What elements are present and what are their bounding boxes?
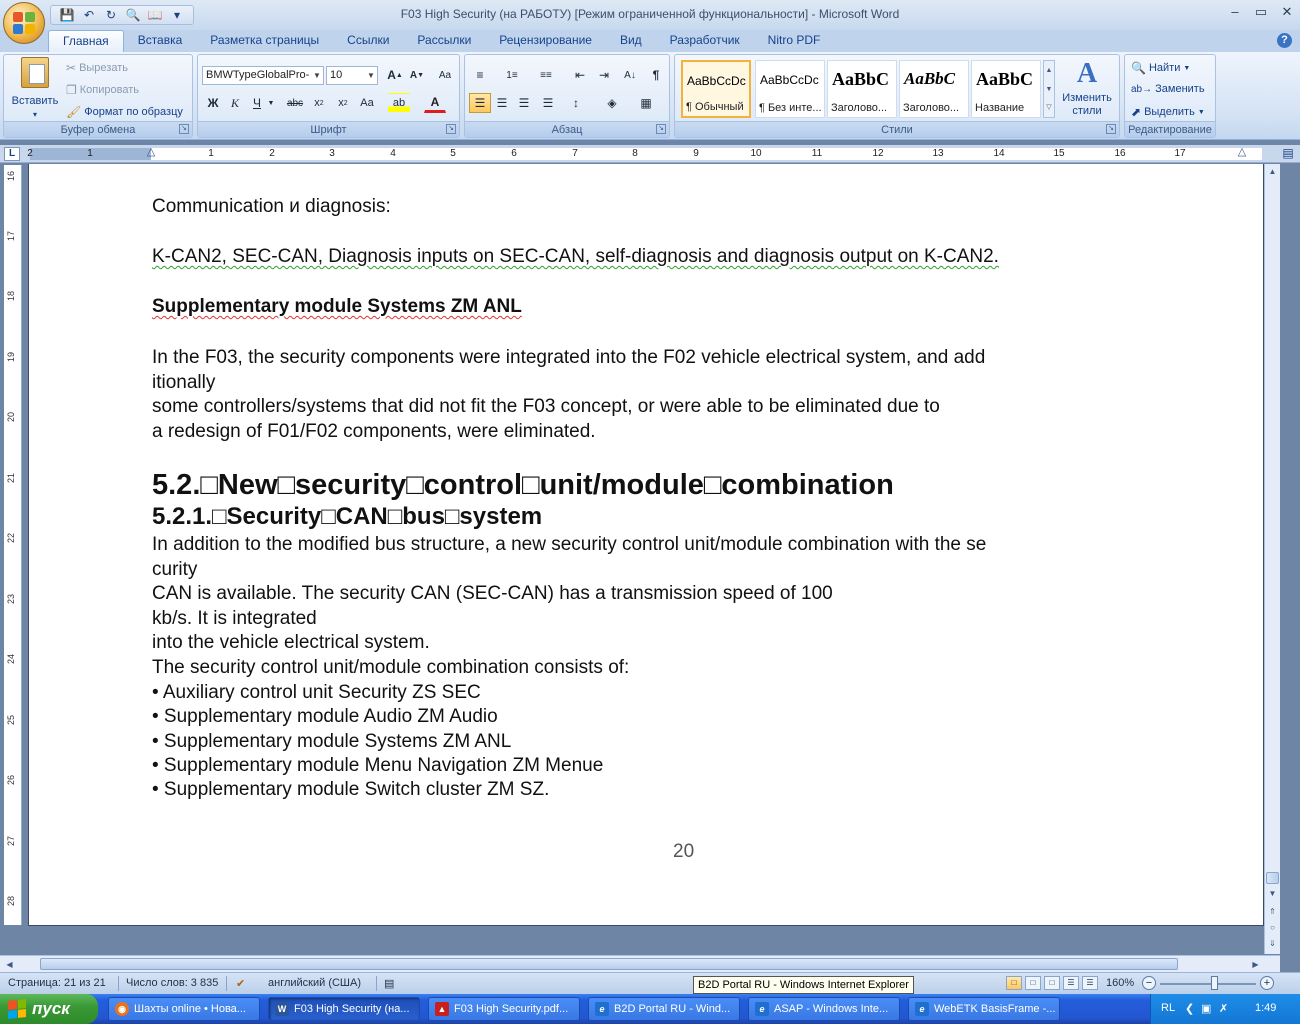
taskbar-item-label: Шахты online • Нова... — [134, 1003, 246, 1015]
select-button[interactable]: ⬈ Выделить ▼ — [1131, 105, 1205, 119]
title-bar — [0, 0, 1300, 30]
vruler-tick-label: 18 — [6, 290, 17, 302]
style-no-spacing[interactable] — [755, 60, 825, 118]
window-title: F03 High Security (на РАБОТУ) [Режим ограниченной функциональности] - Microsoft Word — [400, 7, 900, 21]
copy-label: Копировать — [79, 84, 139, 96]
save-icon[interactable]: 💾 — [59, 8, 75, 22]
style-sample: AaBbC — [904, 69, 956, 88]
ruler-tick-label: 8 — [632, 148, 638, 159]
paragraph-sec-can-line-5: into the vehicle electrical system. — [152, 632, 430, 653]
internet-explorer-icon: e — [915, 1002, 929, 1016]
ribbon-tab-strip — [0, 30, 1300, 52]
indent-marker-icon[interactable]: △ — [146, 146, 156, 158]
start-label: пуск — [32, 999, 70, 1018]
multilevel-list-icon[interactable]: ≡≡ — [540, 69, 552, 81]
browse-object-icon[interactable]: ○ — [1270, 923, 1275, 932]
ruler-tick-label: 14 — [993, 148, 1005, 159]
paste-button[interactable]: Вставить ▾ — [8, 57, 62, 119]
language-indicator[interactable]: RL — [1161, 1002, 1176, 1014]
spelling-icon[interactable]: 📖 — [147, 8, 163, 22]
replace-label: Заменить — [1155, 83, 1205, 95]
taskbar-item-label: F03 High Security (на... — [294, 1003, 410, 1015]
ruler-tick-label: 10 — [750, 148, 762, 159]
window-controls — [1228, 4, 1294, 20]
firefox-icon: ◉ — [115, 1002, 129, 1016]
borders-icon[interactable]: ▦ — [640, 96, 652, 110]
paragraph-f03-line-4: a redesign of F01/F02 components, were eliminated. — [152, 421, 596, 442]
vruler-tick-label: 25 — [6, 714, 17, 726]
paragraph-can-list-text: K-CAN2, SEC-CAN, Diagnosis inputs on SEC-CAN, self-diagnosis and diagnosis output on K-CAN2. — [152, 246, 999, 267]
restore-button[interactable]: ▭ — [1254, 4, 1268, 19]
paragraph-f03-line-2: itionally — [152, 372, 216, 393]
font-group — [197, 54, 460, 138]
draft-view-icon[interactable]: ☰ — [1082, 976, 1098, 990]
replace-button[interactable] — [1131, 83, 1205, 95]
list-item: • Supplementary module Switch cluster ZM SZ. — [152, 779, 550, 800]
ruler-tick-label: 7 — [572, 148, 578, 159]
paragraph-consists-of: The security control unit/module combination consists of: — [152, 657, 630, 678]
taskbar-item-ie-b2d[interactable] — [588, 997, 740, 1021]
underline-icon[interactable]: Ч — [253, 96, 261, 110]
styles-dialog-launcher-icon[interactable]: ↘ — [1106, 124, 1116, 134]
change-case-icon[interactable]: Aa — [360, 97, 374, 109]
vruler-tick-label: 23 — [6, 593, 17, 605]
language-indicator[interactable]: английский (США) — [268, 977, 362, 989]
ruler-tick-label: 1 — [208, 148, 214, 159]
subscript-icon[interactable]: x 2 — [314, 97, 324, 109]
find-button[interactable]: 🔍 Найти ▼ — [1131, 61, 1191, 75]
tab-insert[interactable]: Вставка — [137, 33, 183, 47]
print-preview-icon[interactable]: 🔍 — [125, 8, 141, 22]
document-page[interactable] — [28, 164, 1264, 926]
tab-view[interactable]: Вид — [619, 33, 642, 47]
vruler-tick-label: 21 — [6, 472, 17, 484]
chevron-down-icon[interactable]: ▼ — [1045, 86, 1053, 93]
superscript-icon[interactable]: x 2 — [338, 97, 348, 109]
numbering-icon[interactable]: 1≡ — [506, 69, 518, 81]
vruler-tick-label: 28 — [6, 895, 17, 907]
align-left-icon[interactable]: ☰ — [469, 93, 491, 113]
strikethrough-icon[interactable]: abc — [286, 97, 304, 109]
customize-icon[interactable]: ▾ — [173, 8, 181, 22]
grow-font-icon[interactable]: A ▲ — [387, 68, 403, 82]
paragraph-sec-can-line-3: CAN is available. The security CAN (SEC-CAN) has a transmission speed of 100 — [152, 583, 833, 604]
list-item: • Auxiliary control unit Security ZS SEC — [152, 682, 481, 703]
style-sample: AaBbCcDc — [687, 74, 746, 88]
justify-icon[interactable]: ☰ — [542, 96, 554, 110]
bullets-icon[interactable]: ≡ — [476, 68, 484, 82]
taskbar-item-label: F03 High Security.pdf... — [454, 1003, 569, 1015]
style-name: ¶ Обычный — [686, 101, 744, 113]
vruler-tick-label: 24 — [6, 653, 17, 665]
vertical-scrollbar[interactable] — [1264, 164, 1280, 954]
horizontal-scroll-thumb[interactable] — [40, 958, 1178, 970]
tab-page-layout[interactable]: Разметка страницы — [210, 33, 320, 47]
security-icon[interactable]: ✗ — [1219, 1003, 1229, 1015]
ruler-tick-label: 1 — [87, 148, 93, 159]
scroll-up-icon[interactable]: ▲ — [1268, 167, 1277, 176]
print-layout-view-icon[interactable]: □ — [1006, 976, 1022, 990]
page-count[interactable]: Страница: 21 из 21 — [8, 977, 106, 989]
status-bar — [0, 972, 1300, 994]
styles-group-label: Стили — [675, 121, 1119, 137]
taskbar-tooltip: B2D Portal RU - Windows Internet Explorer — [693, 976, 914, 994]
paragraph-sec-can-line-2: curity — [152, 559, 198, 580]
paragraph-zm-anl-heading — [152, 294, 1244, 319]
highlight-color-icon[interactable]: ab — [388, 93, 410, 113]
paragraph-group-label: Абзац — [465, 121, 669, 137]
heading-5-2-1: 5.2.1.□Security□CAN□bus□system — [152, 503, 543, 530]
tab-mailings[interactable]: Рассылки — [417, 33, 472, 47]
underline-options-chevron-icon[interactable]: ▼ — [267, 99, 275, 107]
web-layout-view-icon[interactable]: □ — [1044, 976, 1060, 990]
start-button[interactable] — [0, 994, 98, 1024]
tab-selector[interactable]: L — [4, 147, 20, 161]
paragraph-can-list — [152, 244, 1244, 269]
scroll-left-icon[interactable]: ◀ — [6, 960, 13, 969]
style-title[interactable] — [971, 60, 1041, 118]
word-icon: W — [275, 1002, 289, 1016]
format-painter-label: Формат по образцу — [84, 106, 183, 118]
font-group-label: Шрифт — [198, 121, 459, 137]
editing-group — [1124, 54, 1216, 138]
vruler-tick-label: 20 — [6, 411, 17, 423]
office-button[interactable] — [3, 2, 45, 44]
ruler-tick-label: 12 — [872, 148, 884, 159]
word-count[interactable]: Число слов: 3 835 — [126, 977, 219, 989]
align-right-icon[interactable]: ☰ — [518, 96, 530, 110]
zoom-slider-knob[interactable] — [1211, 976, 1218, 990]
style-heading-1[interactable] — [827, 60, 897, 118]
show-formatting-marks-icon[interactable]: ¶ — [652, 68, 660, 82]
style-heading-2[interactable] — [899, 60, 969, 118]
cut-button[interactable] — [66, 61, 128, 75]
help-icon[interactable]: ? — [1277, 33, 1292, 48]
ruler-tick-label: 2 — [27, 148, 33, 159]
paragraph-group — [464, 54, 670, 138]
font-color-icon[interactable]: A — [424, 93, 446, 113]
redo-icon[interactable]: ↻ — [105, 8, 117, 22]
taskbar-item-word[interactable] — [268, 997, 420, 1021]
list-item: • Supplementary module Audio ZM Audio — [152, 706, 498, 727]
clipboard-group — [3, 54, 193, 138]
clear-formatting-icon[interactable]: Aa — [438, 69, 452, 81]
style-normal[interactable] — [681, 60, 751, 118]
change-styles-button[interactable] — [1059, 59, 1115, 118]
horizontal-scrollbar[interactable] — [0, 955, 1280, 972]
scroll-right-icon[interactable]: ▶ — [1252, 960, 1259, 969]
taskbar-item-label: ASAP - Windows Inte... — [774, 1003, 889, 1015]
increase-indent-icon[interactable]: ⇥ — [598, 68, 610, 82]
change-styles-icon: A — [1076, 58, 1098, 89]
vruler-tick-label: 26 — [6, 774, 17, 786]
clock[interactable]: 1:49 — [1255, 1002, 1277, 1014]
font-name-value: BMWTypeGlobalPro- — [206, 69, 310, 81]
internet-explorer-icon: e — [595, 1002, 609, 1016]
style-name: Заголово... — [903, 102, 960, 114]
ruler-tick-label: 6 — [511, 148, 517, 159]
taskbar-item-firefox[interactable] — [108, 997, 260, 1021]
shrink-font-icon[interactable]: A ▼ — [409, 69, 425, 81]
paragraph-f03-line-1: In the F03, the security components were integrated into the F02 vehicle electrical system, and add — [152, 347, 986, 368]
paragraph-communication: Communication и diagnosis: — [152, 196, 391, 217]
tab-references[interactable]: Ссылки — [347, 33, 390, 47]
outline-view-icon[interactable]: ☰ — [1063, 976, 1079, 990]
minimize-button[interactable]: – — [1231, 4, 1239, 19]
view-ruler-icon[interactable]: ▤ — [1282, 146, 1294, 160]
paste-icon — [21, 57, 49, 88]
cursor-icon: ⬈ — [1131, 105, 1142, 119]
cut-label: Вырезать — [79, 62, 128, 74]
network-icon[interactable]: ▣ — [1201, 1003, 1212, 1015]
taskbar-item-ie-webetk[interactable] — [908, 997, 1060, 1021]
replace-icon: ab→ — [1131, 83, 1153, 95]
vruler-tick-label: 27 — [6, 835, 17, 847]
office-logo-icon — [13, 12, 35, 34]
italic-icon[interactable]: К — [231, 95, 239, 110]
chevron-down-icon[interactable]: ▼ — [313, 71, 321, 80]
paragraph-sec-can-line-1: In addition to the modified bus structure, a new security control unit/module combination with the se — [152, 534, 987, 555]
windows-logo-icon — [8, 999, 26, 1019]
sort-icon[interactable]: A↓ — [624, 69, 636, 81]
document-area[interactable] — [24, 164, 1264, 954]
ruler-tick-label: 5 — [450, 148, 456, 159]
taskbar-item-label: WebETK BasisFrame -... — [934, 1003, 1056, 1015]
chevron-down-icon[interactable]: ▼ — [367, 71, 375, 80]
style-name: Заголово... — [831, 102, 888, 114]
page-number: 20 — [673, 841, 695, 862]
paragraph-f03-line-3: some controllers/systems that did not fit the F03 concept, or were able to be eliminated due to — [152, 396, 940, 417]
tab-developer[interactable]: Разработчик — [669, 33, 740, 47]
vruler-tick-label: 17 — [6, 230, 17, 242]
ruler-tick-label: 4 — [390, 148, 396, 159]
align-center-icon[interactable]: ☰ — [496, 96, 508, 110]
paragraph-zm-anl-heading-text: Supplementary module Systems ZM ANL — [152, 296, 522, 317]
tab-review[interactable]: Рецензирование — [499, 33, 592, 47]
zoom-out-icon[interactable]: − — [1142, 976, 1156, 990]
more-icon[interactable]: ▽ — [1046, 104, 1052, 111]
binoculars-icon: 🔍 — [1131, 61, 1146, 75]
format-painter-icon: 🖌 — [66, 105, 82, 119]
close-button[interactable]: ✕ — [1281, 4, 1293, 19]
undo-icon[interactable]: ↶ — [83, 8, 95, 22]
vruler-tick-label: 19 — [6, 351, 17, 363]
style-sample: AaBbC — [832, 69, 890, 89]
change-styles-label: Изменить стили — [1062, 92, 1112, 117]
style-sample: AaBbC — [976, 69, 1034, 89]
vertical-scroll-thumb[interactable] — [1266, 872, 1279, 884]
select-label: Выделить — [1144, 106, 1195, 118]
style-sample: AaBbCcDc — [760, 73, 819, 87]
taskbar-item-label: B2D Portal RU - Wind... — [614, 1003, 731, 1015]
copy-icon: ❐ — [66, 83, 77, 97]
proofing-icon[interactable]: ✔ — [236, 978, 246, 990]
styles-gallery-scroll[interactable] — [1043, 60, 1055, 118]
format-painter-button[interactable] — [66, 105, 183, 119]
ruler-tick-label: 17 — [1174, 148, 1186, 159]
next-page-icon[interactable]: ⇓ — [1269, 939, 1276, 948]
tab-home[interactable]: Главная — [48, 30, 124, 52]
ruler-tick-label: 9 — [693, 148, 699, 159]
shading-icon[interactable]: ◈ — [607, 96, 617, 110]
zoom-in-icon[interactable]: + — [1260, 976, 1274, 990]
find-label: Найти — [1148, 62, 1181, 74]
right-indent-marker-icon[interactable]: △ — [1237, 146, 1247, 158]
macro-recording-icon[interactable]: ▤ — [384, 978, 395, 990]
ruler-tick-label: 15 — [1053, 148, 1065, 159]
ruler-ticks — [27, 146, 1262, 160]
paragraph-sec-can-line-4: kb/s. It is integrated — [152, 608, 317, 629]
style-name: ¶ Без инте... — [759, 102, 822, 114]
decrease-indent-icon[interactable]: ⇤ — [574, 68, 586, 82]
zoom-slider[interactable] — [1160, 983, 1256, 985]
scroll-down-icon[interactable]: ▼ — [1268, 889, 1277, 898]
list-item: • Supplementary module Menu Navigation ZM Menue — [152, 755, 604, 776]
style-name: Название — [975, 102, 1025, 114]
heading-5-2: 5.2.□New□security□control□unit/module□combination — [152, 469, 894, 501]
ruler-tick-label: 16 — [1114, 148, 1126, 159]
system-tray — [1150, 994, 1300, 1024]
full-screen-reading-view-icon[interactable]: □ — [1025, 976, 1041, 990]
vertical-ruler[interactable] — [4, 165, 22, 925]
bold-icon[interactable]: Ж — [207, 96, 219, 110]
paragraph-dialog-launcher-icon[interactable]: ↘ — [656, 124, 666, 134]
copy-button[interactable] — [66, 83, 139, 97]
font-name-combo[interactable] — [202, 66, 324, 85]
horizontal-ruler[interactable] — [0, 145, 1300, 163]
styles-group — [674, 54, 1120, 138]
ruler-tick-label: 11 — [811, 148, 823, 159]
vruler-tick-label: 22 — [6, 532, 17, 544]
internet-explorer-icon: e — [755, 1002, 769, 1016]
ruler-tick-label: 13 — [932, 148, 944, 159]
editing-group-label: Редактирование — [1125, 121, 1215, 137]
font-dialog-launcher-icon[interactable]: ↘ — [446, 124, 456, 134]
scissors-icon: ✂ — [66, 61, 77, 75]
clipboard-group-label: Буфер обмена — [4, 121, 192, 137]
tab-nitro-pdf[interactable]: Nitro PDF — [767, 33, 821, 47]
ribbon — [0, 52, 1300, 140]
font-size-value: 10 — [330, 69, 343, 81]
taskbar-item-pdf[interactable] — [428, 997, 580, 1021]
taskbar-item-ie-asap[interactable] — [748, 997, 900, 1021]
list-item: • Supplementary module Systems ZM ANL — [152, 731, 512, 752]
taskbar — [0, 994, 1300, 1024]
vruler-tick-label: 16 — [6, 170, 17, 182]
paste-label: Вставить — [11, 95, 59, 107]
pdf-icon: ▲ — [435, 1002, 449, 1016]
chevron-up-icon[interactable]: ▲ — [1045, 67, 1053, 74]
clipboard-dialog-launcher-icon[interactable]: ↘ — [179, 124, 189, 134]
zoom-level[interactable]: 160% — [1106, 977, 1135, 989]
ruler-tick-label: 2 — [269, 148, 275, 159]
tray-expand-icon[interactable]: ❮ — [1185, 1003, 1195, 1015]
font-size-combo[interactable] — [326, 66, 378, 85]
line-spacing-icon[interactable]: ↕ — [573, 96, 579, 110]
previous-page-icon[interactable]: ⇑ — [1269, 907, 1276, 916]
ruler-tick-label: 3 — [329, 148, 335, 159]
